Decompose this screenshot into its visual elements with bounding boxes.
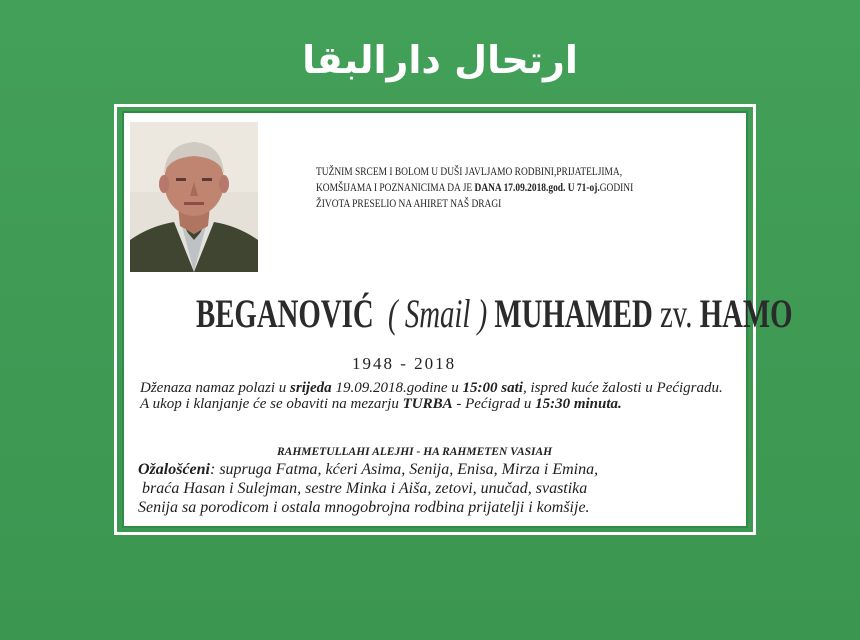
intro-line-3: ŽIVOTA PRESELIO NA AHIRET NAŠ DRAGI	[316, 198, 502, 210]
arabic-calligraphy-text: ارتحال دارالبقا	[302, 38, 578, 82]
intro-line-2	[316, 180, 634, 196]
nickname: HAMO	[699, 291, 793, 336]
mourners-label: Ožalošćeni	[138, 461, 210, 478]
mourners-line-1	[138, 460, 748, 479]
portrait-image	[130, 122, 258, 272]
surname: BEGANOVIĆ	[196, 291, 374, 336]
life-years: 1948 - 2018	[352, 354, 457, 373]
deceased-portrait-photo	[130, 122, 258, 272]
funeral-prayer-line	[140, 380, 740, 396]
mourners-line-3: Senija sa porodicom i ostala mnogobrojna rodbina prijatelji i komšije.	[138, 499, 590, 516]
intro-line-1: TUŽNIM SRCEM I BOLOM U DUŠI JAVLJAMO RODBINI,PRIJATELJIMA,	[316, 166, 623, 178]
arabic-calligraphy-title	[302, 18, 578, 98]
mourners-list	[138, 460, 748, 517]
mourners-family-1: : supruga Fatma, kćeri Asima, Senija, Enisa, Mirza i Emina,	[210, 461, 599, 478]
deceased-full-name	[196, 290, 793, 337]
burial-text-mid: - Pećigrad u	[452, 396, 536, 412]
funeral-day: srijeda	[290, 380, 332, 396]
nickname-prefix: zv.	[659, 291, 693, 336]
prayer-phrase: RAHMETULLAHI ALEJHI - HA RAHMETEN VASIAH	[277, 446, 553, 458]
intro-line-2-end: GODINI	[599, 182, 634, 194]
death-date: DANA 17.09.2018.god. U 71-oj.	[474, 182, 600, 194]
burial-time: 15:30 minuta.	[535, 396, 622, 412]
first-name: MUHAMED	[494, 291, 653, 336]
intro-announcement-text	[316, 164, 634, 212]
burial-line	[140, 396, 740, 412]
funeral-time: 15:00 sati	[462, 380, 523, 396]
funeral-text-start: Dženaza namaz polazi u	[140, 380, 291, 396]
funeral-location: , ispred kuće žalosti u Pećigradu.	[522, 380, 723, 396]
funeral-details	[140, 380, 740, 412]
father-name: ( Smail )	[388, 291, 488, 336]
burial-text-start: A ukop i klanjanje će se obaviti na mezarju	[140, 396, 403, 412]
mourners-line-2: braća Hasan i Sulejman, sestre Minka i Aiša, zetovi, unučad, svastika	[142, 480, 588, 497]
burial-place: TURBA	[402, 396, 453, 412]
funeral-date: 19.09.2018.godine u	[331, 380, 463, 396]
intro-line-2-start: KOMŠIJAMA I POZNANICIMA DA JE	[316, 182, 475, 194]
